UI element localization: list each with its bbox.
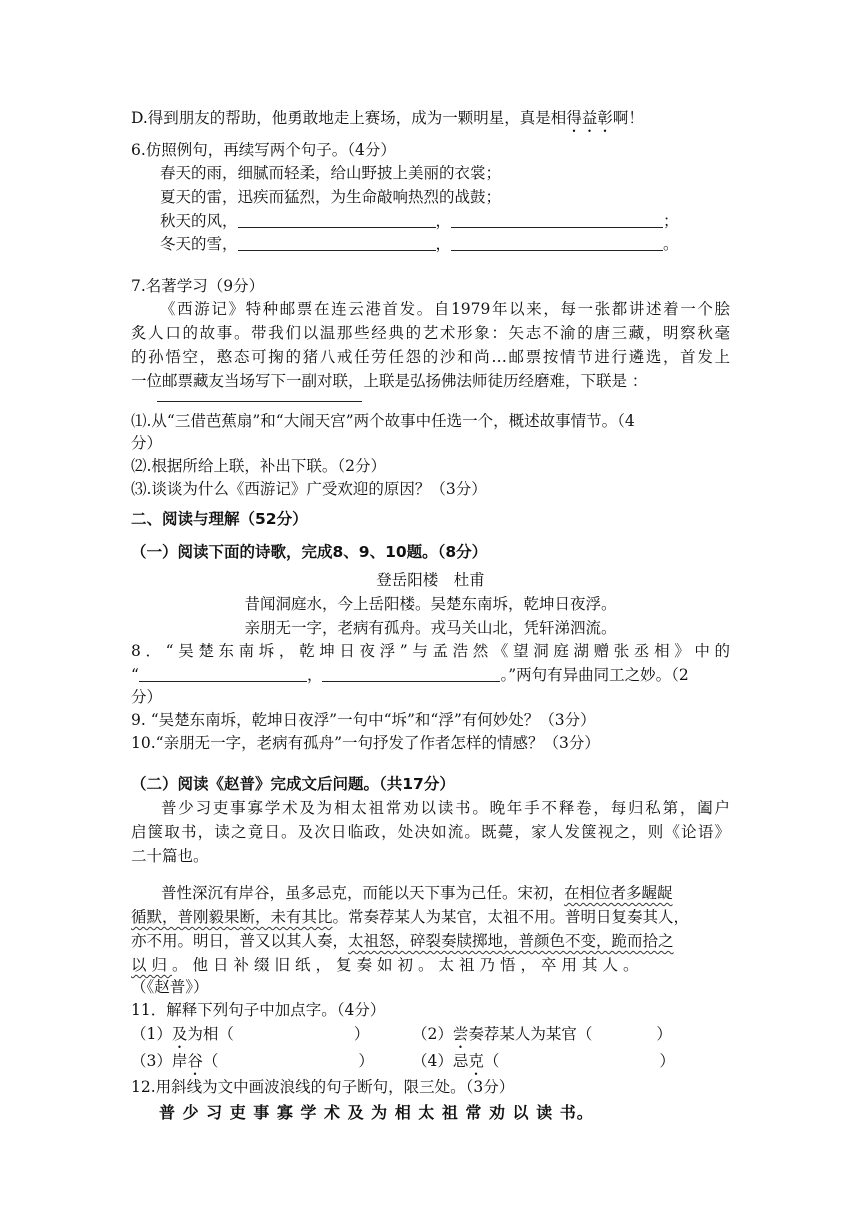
q7-para-4: 一位邮票藏友当场写下一副对联，上联是弘扬佛法师徒历经磨难，下联是 ： bbox=[131, 372, 648, 390]
close-paren: ） bbox=[656, 1025, 672, 1043]
poem-line-1: 昔闻洞庭水，今上岳阳楼。吴楚东南坼，乾坤日夜浮。 bbox=[244, 595, 617, 613]
q6-blank-4[interactable] bbox=[451, 234, 663, 251]
text: 普性深沉有岸谷，虽多忌克，而能以天下事为己任。宋初， bbox=[161, 884, 565, 902]
close-paren: ） bbox=[358, 1052, 374, 1070]
wavy-text: 以归 bbox=[131, 956, 173, 974]
label: （3）岸 bbox=[131, 1052, 188, 1070]
comma: ， bbox=[435, 235, 452, 253]
zhaopu-p2-line-1 bbox=[161, 882, 673, 904]
q11-item-1 bbox=[131, 1023, 369, 1052]
zhaopu-p1-line-2: 启箧取书，读之竟日。及次日临政，处决如流。既薨，家人发箧视之，则《论语》 bbox=[131, 823, 730, 841]
zhaopu-p1-line-1: 普少习吏事寡学术及为相太祖常劝以读书。晚年手不释卷，每归私第，阖户 bbox=[161, 799, 730, 817]
q7-answer-line[interactable] bbox=[157, 401, 362, 402]
label: （2） bbox=[412, 1025, 453, 1043]
q7-sub-1a: ⑴.从“三借芭蕉扇”和“大闹天宫”两个故事中任选一个，概述故事情节。（4 bbox=[131, 412, 635, 430]
text: 。常奏荐某人为某官，太祖不用。普明日复奏其人， bbox=[332, 908, 690, 926]
q8-line-2 bbox=[131, 664, 689, 686]
label: 为相（ bbox=[187, 1025, 234, 1043]
text: 亦不用。明日，普又以其人奏， bbox=[131, 932, 349, 950]
q7-sub-1b: 分） bbox=[131, 434, 163, 452]
q7-sub-2: ⑵.根据所给上联，补出下联。（2分） bbox=[131, 457, 387, 475]
q6-example-1: 春天的雨，细腻而轻柔，给山野披上美丽的衣裳； bbox=[160, 164, 502, 182]
option-d-prefix: D.得到朋友的帮助，他勇敢地走上赛场，成为一颗明星，真是相 bbox=[131, 109, 567, 127]
q6-line-3-start: 秋天的风， bbox=[160, 212, 238, 230]
comma: ， bbox=[306, 666, 323, 684]
q7-para-2: 炙人口的故事。带我们以温那些经典的艺术形象：矢志不渝的唐三藏，明察秋毫 bbox=[131, 324, 730, 342]
q10: 10.“亲朋无一字，老病有孤舟”一句抒发了作者怎样的情感？（3分） bbox=[131, 734, 600, 752]
q11-title: 11．解释下列句子中加点字。（4分） bbox=[131, 1001, 386, 1019]
option-d-dotted: 得益彰 bbox=[566, 109, 613, 127]
q9: 9. “吴楚东南坼，乾坤日夜浮”一句中“坼”和“浮”有何妙处？（3分） bbox=[131, 711, 596, 729]
section-2-title: 二、阅读与理解（52分） bbox=[131, 510, 308, 528]
label: （1） bbox=[131, 1025, 172, 1043]
zhaopu-p2-line-2 bbox=[131, 906, 689, 928]
q11-item-2 bbox=[412, 1023, 672, 1052]
dotted-char: 尝 bbox=[452, 1025, 469, 1043]
dotted-char: 谷 bbox=[187, 1052, 203, 1070]
poem-heading: （一）阅读下面的诗歌，完成8、9、10题。（8分） bbox=[131, 543, 488, 561]
q6-blank-1[interactable] bbox=[238, 211, 436, 228]
period: 。 bbox=[663, 235, 679, 253]
dotted-char: 及 bbox=[171, 1025, 188, 1043]
q8-line-1: 8．“吴楚东南坼，乾坤日夜浮”与孟浩然《望洞庭湖赠张丞相》中的 bbox=[131, 642, 730, 660]
q8-close-text: 。”两句有异曲同工之妙。（2 bbox=[500, 666, 689, 684]
q12-sentence: 普 少 习 吏 事 寡 学 术 及 为 相 太 祖 常 劝 以 读 书。 bbox=[159, 1103, 594, 1122]
poem-title: 登岳阳楼 杜甫 bbox=[376, 571, 485, 589]
q6-line-4-start: 冬天的雪， bbox=[160, 235, 238, 253]
option-d-suffix: 啊！ bbox=[612, 109, 644, 127]
wavy-text: 太祖怒，碎裂奏牍掷地，普颜色不变，跪而拾之 bbox=[348, 932, 674, 950]
close-paren: ） bbox=[353, 1025, 370, 1043]
q7-title: 7.名著学习（9分） bbox=[131, 277, 265, 295]
open-quote: “ bbox=[131, 666, 139, 684]
label: 奏荐某人为某官（ bbox=[468, 1025, 593, 1043]
q7-para-1: 《西游记》特种邮票在连云港首发。自1979年以来，每一张都讲述着一个脍 bbox=[160, 300, 730, 318]
q6-blank-3[interactable] bbox=[238, 234, 436, 251]
q7-para-3: 的孙悟空，憨态可掬的猪八戒任劳任怨的沙和尚…邮票按情节进行遴选，首发上 bbox=[131, 348, 730, 366]
q8-line-3: 分） bbox=[131, 688, 163, 706]
q8-blank-1[interactable] bbox=[139, 665, 307, 682]
wavy-text: 循默，普刚毅果断，未有其比 bbox=[131, 908, 333, 926]
zhaopu-source: （《赵普》） bbox=[131, 978, 209, 996]
semicolon: ； bbox=[663, 212, 679, 230]
label: （ bbox=[483, 1052, 500, 1070]
q6-line-4 bbox=[160, 233, 679, 255]
zhaopu-p1-line-3: 二十篇也。 bbox=[131, 847, 209, 865]
dotted-char: 克 bbox=[468, 1052, 484, 1070]
q6-example-2: 夏天的雷，迅疾而猛烈，为生命敲响热烈的战鼓； bbox=[160, 188, 502, 206]
q7-sub-3: ⑶.谈谈为什么《西游记》广受欢迎的原因？（3分） bbox=[131, 480, 487, 498]
q12-title: 12.用斜线为文中画波浪线的句子断句，限三处。（3分） bbox=[131, 1078, 515, 1096]
label: （4）忌 bbox=[412, 1052, 469, 1070]
q6-line-3 bbox=[160, 210, 679, 232]
text: 。他日补缀旧纸，复奏如初。太祖乃悟，卒用其人。 bbox=[172, 956, 644, 974]
q8-blank-2[interactable] bbox=[322, 665, 500, 682]
q11-item-4 bbox=[412, 1050, 675, 1079]
comma: ， bbox=[435, 212, 452, 230]
zhaopu-heading: （二）阅读《赵普》完成文后问题。（共17分） bbox=[131, 775, 455, 793]
wavy-text: 在相位者多龌龊 bbox=[564, 884, 673, 902]
close-paren: ） bbox=[659, 1052, 675, 1070]
option-d bbox=[131, 107, 644, 136]
zhaopu-p2-line-4 bbox=[131, 954, 644, 976]
q11-item-3 bbox=[131, 1050, 374, 1079]
q6-title: 6.仿照例句，再续写两个句子。（4分） bbox=[131, 141, 396, 159]
label: （ bbox=[202, 1052, 219, 1070]
q6-blank-2[interactable] bbox=[451, 211, 663, 228]
zhaopu-p2-line-3 bbox=[131, 930, 674, 952]
poem-line-2: 亲朋无一字，老病有孤舟。戎马关山北，凭轩涕泗流。 bbox=[244, 619, 617, 637]
